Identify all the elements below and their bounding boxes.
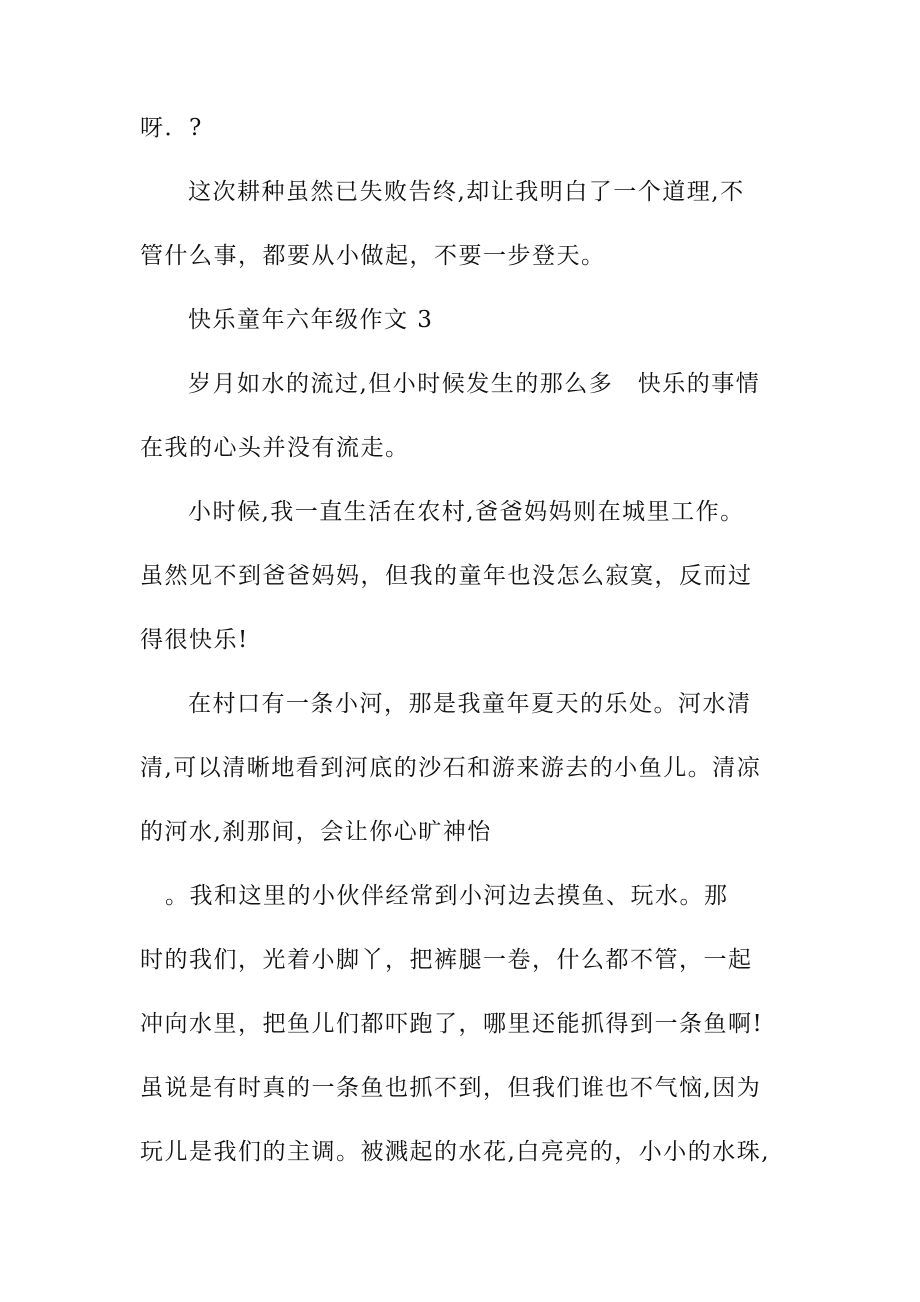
text-line: 呀．? [140,115,203,141]
text-line: 的河水,刹那间，会让你心旷神怡 [140,819,492,845]
section-heading: 快乐童年六年级作文 3 [188,307,434,333]
text-line: 小时候,我一直生活在农村,爸爸妈妈则在城里工作。 [188,499,745,525]
text-line: 虽然见不到爸爸妈妈，但我的童年也没怎么寂寞，反而过 [140,563,753,589]
text-line: 得很快乐! [140,627,249,653]
text-line: 在我的心头并没有流走。 [140,435,410,461]
text-line: 。我和这里的小伙伴经常到小河边去摸鱼、玩水。那 [165,883,729,909]
text-line: 清,可以清晰地看到河底的沙石和游来游去的小鱼儿。清凉 [140,755,762,781]
text-line: 管什么事，都要从小做起，不要一步登天。 [140,243,606,269]
text-line: 玩儿是我们的主调。被溅起的水花,白亮亮的，小小的水珠, [140,1139,771,1165]
text-line: 冲向水里，把鱼儿们都吓跑了，哪里还能抓得到一条鱼啊! [140,1011,764,1037]
text-line: 这次耕种虽然已失败告终,却让我明白了一个道理,不 [188,179,745,205]
text-line: 岁月如水的流过,但小时候发生的那么多 快乐的事情 [188,371,761,397]
text-line: 在村口有一条小河，那是我童年夏天的乐处。河水清 [188,691,752,717]
text-line: 时的我们，光着小脚丫，把裤腿一卷，什么都不管，一起 [140,947,753,973]
text-line: 虽说是有时真的一条鱼也抓不到，但我们谁也不气恼,因为 [140,1075,762,1101]
